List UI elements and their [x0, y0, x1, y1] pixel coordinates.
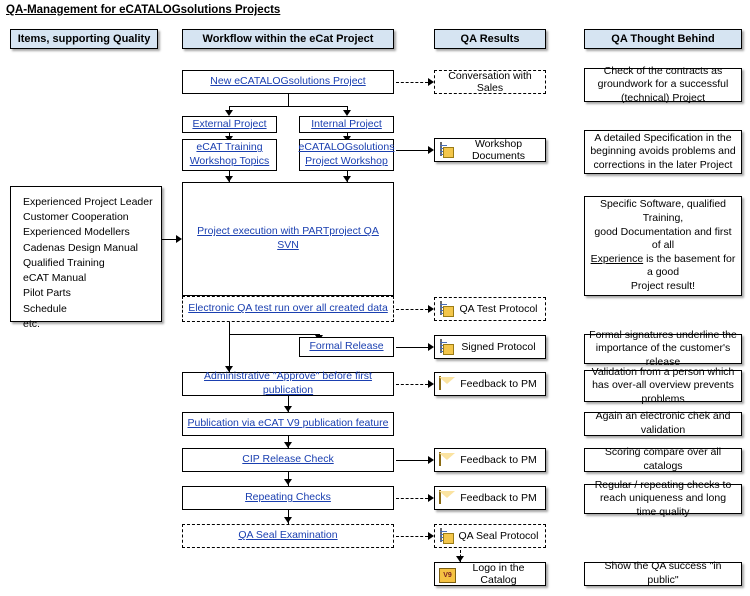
workflow-qa-seal-label: QA Seal Examination [238, 529, 338, 542]
workflow-publication-label: Publication via eCAT V9 publication feature [187, 417, 389, 430]
connector-items-to-execution [162, 239, 176, 240]
qa-result-signed-protocol [434, 335, 546, 359]
column-header-items: Items, supporting Quality [10, 29, 158, 49]
list-item: eCAT Manual [23, 272, 87, 285]
document-icon [439, 340, 454, 354]
workflow-admin-approve-box[interactable] [182, 372, 394, 396]
arrowhead [284, 517, 292, 523]
connector-newproject-down [288, 94, 289, 106]
workflow-external-project-label: External Project [192, 117, 267, 130]
thought-experience-underline: Experience [590, 252, 644, 265]
qa-result-label: Conversation with Sales [448, 70, 532, 94]
thought-validation: Validation from a person which has over-all overview prevents problems [584, 370, 742, 402]
qa-result-workshop-documents [434, 138, 546, 162]
qa-result-feedback-3 [434, 486, 546, 510]
workflow-formal-release-label: Formal Release [309, 340, 384, 353]
workflow-admin-approve-label: Administrative "Approve" before first publication [204, 370, 372, 396]
qa-result-label: Workshop Documents [471, 138, 526, 162]
workflow-new-project-box[interactable] [182, 70, 394, 94]
envelope-icon [439, 453, 454, 467]
thought-qa-success: Show the QA success "in public" [584, 562, 742, 586]
connector-to-feedback-3 [396, 498, 428, 499]
workflow-qa-seal-box[interactable] [182, 524, 394, 548]
thought-line-4: Project result! [630, 280, 696, 293]
workflow-publication-box[interactable] [182, 412, 394, 436]
connector-split-horizontal [229, 106, 347, 107]
list-item: Schedule [23, 302, 67, 315]
column-header-thought: QA Thought Behind [584, 29, 742, 49]
arrowhead [284, 479, 292, 485]
thought-formal-signatures: Formal signatures underline the importance of the customer's release [584, 334, 742, 364]
connector-to-signed-protocol [396, 347, 428, 348]
thought-specification: A detailed Specification in the beginning avoids problems and corrections in the later Project [584, 130, 742, 174]
workflow-ecatalogsolutions-label: eCATALOGsolutions [298, 141, 395, 154]
connector-to-feedback-2 [396, 460, 428, 461]
workflow-cip-release-box[interactable] [182, 448, 394, 472]
qa-result-label: Feedback to PM [460, 492, 537, 504]
logo-icon: V9 [439, 567, 454, 581]
list-item: Cadenas Design Manual [23, 241, 138, 254]
list-item: Experienced Modellers [23, 226, 130, 239]
workflow-workshop-topics-label: Workshop Topics [189, 155, 270, 167]
list-item: Experienced Project Leader [23, 196, 153, 208]
envelope-icon [439, 377, 454, 391]
qa-result-label: QA Seal Protocol [458, 530, 539, 542]
workflow-repeating-checks-box[interactable] [182, 486, 394, 510]
thought-specific-software [584, 196, 742, 296]
workflow-ecat-training-box[interactable] [182, 139, 277, 171]
workflow-internal-project-label: Internal Project [311, 117, 382, 130]
page-title: QA-Management for eCATALOGsolutions Projects [6, 4, 281, 16]
thought-line-2: good Documentation and first of all [594, 225, 732, 252]
connector-to-conversation [396, 82, 428, 83]
thought-line-3 [589, 253, 737, 280]
workflow-electronic-qa-label: Electronic QA test run over all created data [188, 302, 388, 315]
thought-line-1: Specific Software, qualified Training, [599, 198, 727, 224]
list-item: Qualified Training [23, 256, 105, 269]
qa-result-qa-seal-protocol [434, 524, 546, 548]
list-item: Pilot Parts [23, 287, 71, 300]
qa-result-logo-in-catalog [434, 562, 546, 586]
list-item: Customer Cooperation [23, 211, 129, 224]
envelope-icon [439, 491, 454, 505]
qa-result-label: Feedback to PM [460, 454, 537, 466]
qa-result-label: Feedback to PM [460, 378, 537, 390]
workflow-ecat-training-label: eCAT Training [196, 141, 263, 154]
workflow-project-workshop-box[interactable] [299, 139, 394, 171]
workflow-repeating-checks-label: Repeating Checks [245, 491, 331, 504]
qa-result-feedback-1 [434, 372, 546, 396]
document-icon [439, 529, 454, 543]
connector-to-feedback-1 [396, 384, 428, 385]
document-icon [439, 143, 454, 157]
items-supporting-quality-list [10, 186, 162, 330]
workflow-formal-release-box[interactable] [299, 337, 394, 357]
connector-to-qa-test-protocol [396, 309, 428, 310]
qa-result-feedback-2 [434, 448, 546, 472]
qa-result-label: Logo in the Catalog [472, 562, 525, 586]
column-header-workflow: Workflow within the eCat Project [182, 29, 394, 49]
thought-contracts: Check of the contracts as groundwork for a successful (technical) Project [584, 68, 742, 102]
workflow-new-project-label: New eCATALOGsolutions Project [210, 75, 366, 88]
connector-to-workshop-docs [396, 150, 428, 151]
workflow-project-execution-box[interactable] [182, 182, 394, 296]
column-header-qa-results: QA Results [434, 29, 546, 49]
connector-to-qa-seal-protocol [396, 536, 428, 537]
connector-qa-right [229, 334, 319, 335]
workflow-project-execution-label: Project execution with PARTproject QA SVN [197, 225, 379, 251]
thought-line-3-rest: is the basement for a good [643, 252, 736, 279]
thought-electronic-check: Again an electronic chek and validation [584, 412, 742, 436]
thought-scoring-compare: Scoring compare over all catalogs [584, 448, 742, 472]
thought-regular-checks: Regular / repeating checks to reach uniqueness and long time quality [584, 484, 742, 514]
workflow-project-workshop-label: Project Workshop [305, 155, 388, 167]
document-icon [439, 302, 454, 316]
list-item: etc. [23, 317, 40, 330]
workflow-electronic-qa-box[interactable] [182, 296, 394, 322]
qa-result-qa-test-protocol [434, 297, 546, 321]
qa-result-conversation [434, 70, 546, 94]
connector-qa-down [229, 322, 230, 334]
workflow-internal-project-box[interactable] [299, 116, 394, 133]
workflow-external-project-box[interactable] [182, 116, 277, 133]
qa-result-label: Signed Protocol [461, 341, 536, 353]
workflow-cip-release-label: CIP Release Check [242, 453, 334, 466]
qa-result-label: QA Test Protocol [459, 303, 538, 315]
